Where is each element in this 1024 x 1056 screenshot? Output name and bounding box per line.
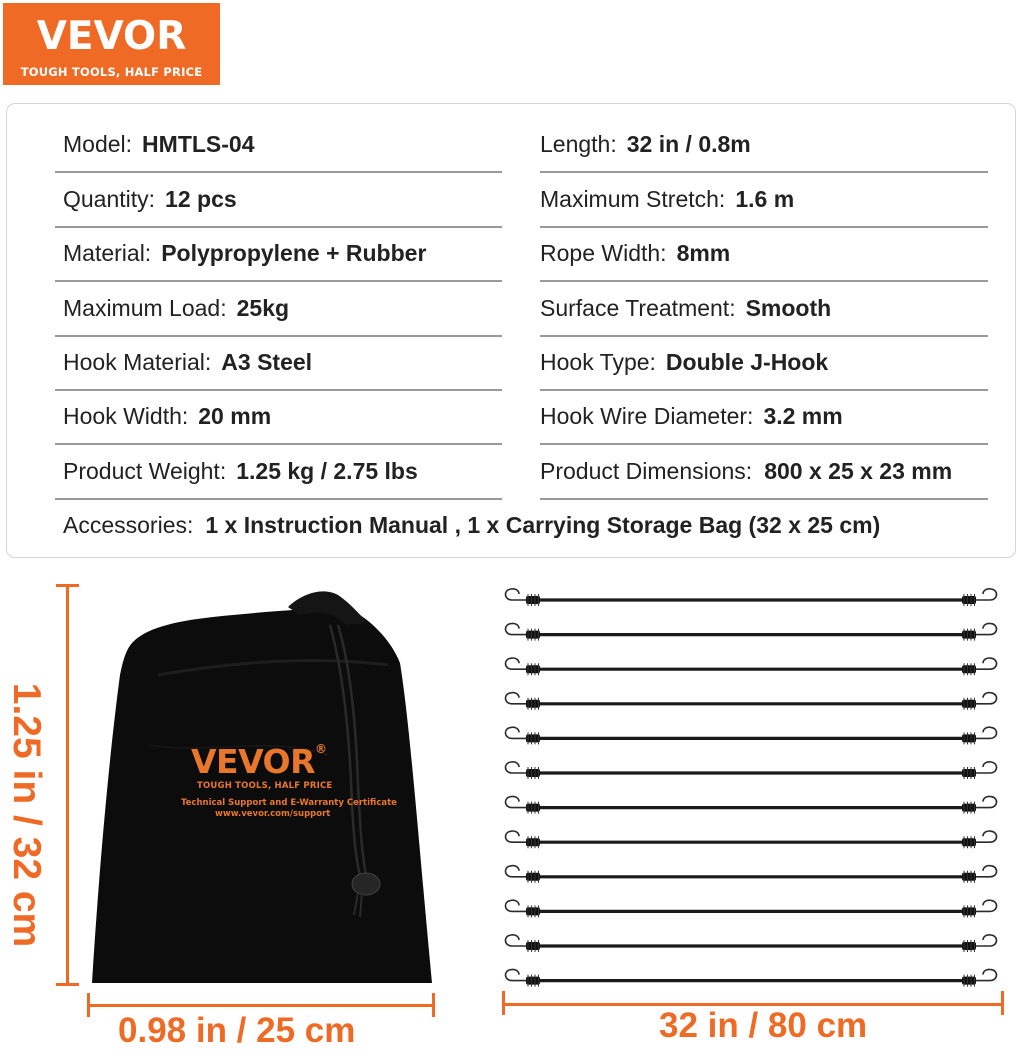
spec-cell xyxy=(540,172,794,226)
spec-value: 12 pcs xyxy=(165,185,237,212)
bag-logo-text: VEVOR xyxy=(191,742,316,781)
bag-width-ruler-tick xyxy=(432,993,435,1017)
spec-key: Model: xyxy=(63,130,133,157)
bungee-cord xyxy=(505,969,996,986)
spec-key: Accessories: xyxy=(63,511,194,538)
spec-key: Hook Width: xyxy=(63,402,189,429)
spec-cell xyxy=(540,226,730,280)
spec-value: 1.25 kg / 2.75 lbs xyxy=(236,457,418,484)
spec-cell xyxy=(540,389,843,443)
spec-cell xyxy=(63,335,312,389)
bungee-cords-image xyxy=(500,583,1006,988)
spec-row xyxy=(7,335,1015,389)
bag-width-ruler xyxy=(88,1004,434,1007)
spec-row-accessories xyxy=(7,498,1015,552)
spec-row xyxy=(7,226,1015,280)
bag-width-ruler-tick xyxy=(87,993,90,1017)
spec-table xyxy=(6,103,1016,558)
spec-key: Rope Width: xyxy=(540,239,667,266)
spec-row xyxy=(7,281,1015,335)
cord-length-ruler-tick xyxy=(502,991,505,1015)
spec-cell xyxy=(540,281,831,335)
bag-printed-tagline: TOUGH TOOLS, HALF PRICE xyxy=(197,781,333,791)
spec-value: 25kg xyxy=(236,294,290,321)
spec-cell xyxy=(540,335,828,389)
bag-height-label: 1.25 in / 32 cm xyxy=(5,682,48,948)
bungee-cord xyxy=(505,866,996,883)
bungee-cord xyxy=(505,658,996,675)
spec-value: 32 in / 0.8m xyxy=(626,130,751,157)
spec-cell xyxy=(63,498,880,552)
registered-mark: ® xyxy=(315,742,327,756)
spec-value: Double J-Hook xyxy=(665,348,829,375)
bungee-cord xyxy=(505,693,996,710)
bag-printed-url: www.vevor.com/support xyxy=(215,809,331,819)
spec-key: Surface Treatment: xyxy=(540,294,736,321)
height-ruler xyxy=(66,585,69,985)
logo-tagline: TOUGH TOOLS, HALF PRICE xyxy=(20,65,203,79)
bungee-cord xyxy=(505,589,996,606)
bag-printed-logo xyxy=(191,742,327,781)
spec-key: Maximum Load: xyxy=(63,294,227,321)
spec-cell xyxy=(540,444,952,498)
spec-key: Length: xyxy=(540,130,617,157)
bungee-cord xyxy=(505,935,996,952)
spec-value: 20 mm xyxy=(198,402,272,429)
spec-key: Hook Type: xyxy=(540,348,656,375)
bungee-cord xyxy=(505,762,996,779)
spec-row xyxy=(7,444,1015,498)
spec-cell xyxy=(540,117,751,171)
spec-row xyxy=(7,172,1015,226)
spec-key: Hook Wire Diameter: xyxy=(540,402,754,429)
spec-cell xyxy=(63,444,418,498)
spec-value: 1 x Instruction Manual , 1 x Carrying Storage Bag (32 x 25 cm) xyxy=(205,511,881,538)
spec-key: Product Dimensions: xyxy=(540,457,753,484)
spec-key: Hook Material: xyxy=(63,348,212,375)
spec-value: 1.6 m xyxy=(735,185,795,212)
spec-row xyxy=(7,117,1015,171)
bungee-cord xyxy=(505,831,996,848)
spec-cell xyxy=(63,389,271,443)
spec-cell xyxy=(63,226,426,280)
spec-cell xyxy=(63,117,255,171)
spec-key: Product Weight: xyxy=(63,457,227,484)
logo-wordmark: VEVOR xyxy=(36,14,187,59)
spec-value: Smooth xyxy=(745,294,832,321)
spec-row xyxy=(7,389,1015,443)
spec-cell xyxy=(63,172,237,226)
spec-value: Polypropylene + Rubber xyxy=(161,239,427,266)
bungee-cord xyxy=(505,796,996,813)
vevor-logo xyxy=(3,3,220,85)
bungee-cord xyxy=(505,900,996,917)
spec-value: A3 Steel xyxy=(221,348,313,375)
spec-value: 800 x 25 x 23 mm xyxy=(764,457,953,484)
height-ruler-tick xyxy=(56,983,79,986)
bag-width-label: 0.98 in / 25 cm xyxy=(118,1011,356,1050)
bungee-cord xyxy=(505,727,996,744)
spec-key: Material: xyxy=(63,239,152,266)
cord-length-label: 32 in / 80 cm xyxy=(659,1006,868,1045)
spec-key: Quantity: xyxy=(63,185,156,212)
height-ruler-tick xyxy=(56,584,79,587)
bungee-cord xyxy=(505,623,996,640)
bag-printed-support: Technical Support and E-Warranty Certificate xyxy=(181,798,397,808)
spec-value: 8mm xyxy=(676,239,731,266)
spec-value: HMTLS-04 xyxy=(142,130,255,157)
spec-cell xyxy=(63,281,289,335)
spec-value: 3.2 mm xyxy=(763,402,843,429)
spec-key: Maximum Stretch: xyxy=(540,185,726,212)
cord-length-ruler-tick xyxy=(1001,991,1004,1015)
